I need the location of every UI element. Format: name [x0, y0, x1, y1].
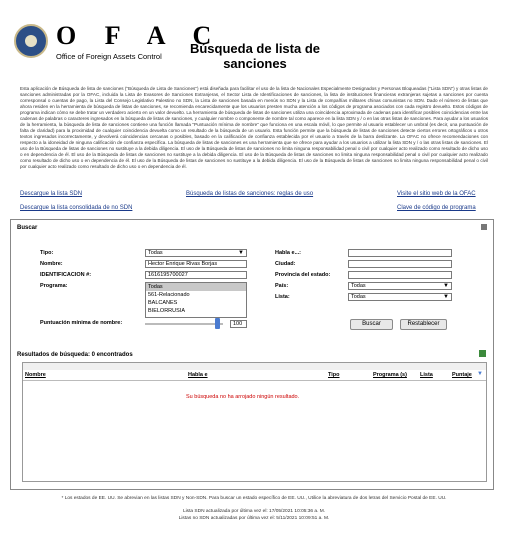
rules-link[interactable]: Búsqueda de listas de sanciones: reglas de uso: [186, 191, 314, 197]
print-icon[interactable]: [481, 224, 487, 230]
city-label: Ciudad:: [275, 261, 296, 267]
page-title: Búsqueda de lista de sanciones: [189, 41, 321, 71]
results-header-bar: [23, 363, 486, 370]
score-slider-track[interactable]: [145, 323, 223, 325]
type-select[interactable]: Todas ▼: [145, 249, 247, 257]
intro-paragraph: Esta aplicación de Búsqueda de lista de sanciones ("Búsqueda de Lista de Sanciones") está diseñada para facilitar el uso de la lista de Nacionales Especialmente Designados y Personas Bloqueadas ("Lista SDN") y otras listas de sanciones administradas por la OFAC, incluida la Lista de Evasores de Sanciones Extranjeras, el Sector Lista de Identificaciones de sanciones, la lista de instituciones financieras extranjeras sujetas a sanciones por cuenta corresponsal o cuentas de pago, la Lista del Consejo Legislativo Palestino no SDN, la Lista de sanciones basada en menús no SDN y la Lista de compañías militares chinas comunistas no SDN. Dado el número de listas que ahora residen en la herramienta de búsqueda de listas de sanciones, se recomienda encarecidamente que los usuarios presten mucha atención a los códigos de programa asociados con cada registro devuelto. Estos códigos de programa indican cómo se debe tratar un verdadero acierto en un valor devuelto. La herramienta de búsqueda de listas de sanciones utiliza una coincidencia aproximada de cadenas para identificar posibles coincidencias entre las cadenas de palabras o caracteres ingresados en la búsqueda de listas de sanciones, y cualquier nombre o componente de nombre tal como aparece en la lista SDN y / o en las otras listas de sanciones. Para ayudar a los usuarios de la herramienta, la búsqueda de lista de sanciones contiene una función llamada "Puntuación mínima de nombre" que funciona en una escala móvil, lo que permite al usuario establecer un umbral (es decir, una puntuación de falta de claridad) para la proximidad de cualquier coincidencia devuelta como un resultado de la búsqueda de un usuario. Esta función permite que la búsqueda de listas de sanciones detecte ciertos errores ortográficos u otros textos ingresados incorrectamente, y devolverá coincidencias cercanas o posibles, basado en la calificación de confianza establecida por el usuario a través de la barra deslizante. La OFAC no ofrece recomendaciones con respecto a la idoneidad de ninguna calificación de confianza específica. La búsqueda de listas de sanciones es una herramienta que se ofrece para ayudar a los usuarios a utilizar la lista SDN y / o las otras listas de sanciones. El uso de la Búsqueda de listas de sanciones no sustituye a la debida diligencia. El uso de la Búsqueda de listas de sanciones no limita ninguna responsabilidad penal o civil por cualquier acto realizado como resultado de dicho uso o en dependencia de él. El uso de la Búsqueda de listas de sanciones no sustituye a la debida diligencia. El uso de la Búsqueda de listas de sanciones no limita ninguna responsabilidad penal o civil por cualquier acto realizado como resultado de dicho uso o en dependencia de él. El uso de la Búsqueda de listas de sanciones no sustituye a la debida diligencia. El uso de la Búsqueda de listas de sanciones no limita ninguna responsabilidad penal o civil por cualquier acto realizado como resultado de dicho uso o en dependencia de él.: [20, 86, 488, 169]
program-option[interactable]: BIELORRUSIA: [148, 308, 185, 314]
no-results-message: Su búsqueda no ha arrojado ningún resultado.: [186, 394, 300, 400]
header-divider: [23, 380, 486, 381]
score-value[interactable]: 100: [230, 320, 247, 328]
col-address[interactable]: Habla e: [188, 372, 208, 378]
program-label: Programa:: [40, 283, 68, 289]
results-heading: Resultados de búsqueda: 0 encontrados: [17, 352, 133, 358]
score-slider-handle[interactable]: [215, 318, 220, 329]
name-label: Nombre:: [40, 261, 63, 267]
list-select[interactable]: Todas ▼: [348, 293, 452, 301]
search-button[interactable]: Buscar: [350, 319, 393, 330]
id-label: IDENTIFICACION #:: [40, 272, 92, 278]
col-programs[interactable]: Programa (s): [373, 372, 407, 378]
col-score[interactable]: Puntaje: [452, 372, 472, 378]
program-key-link[interactable]: Clave de código de programa: [397, 205, 476, 211]
footer-note: * Los estados de EE. UU. Se abrevian en las listas SDN y Non-SDN. Para buscar un estado específico de EE. UU., Utilice la abreviatura de dos letras del Servicio Postal de EE. UU.: [61, 496, 447, 501]
program-option[interactable]: 561-Relacionado: [148, 292, 190, 298]
download-sdn-link[interactable]: Descargue la lista SDN: [20, 191, 83, 197]
sdn-updated-text: Lista SDN actualizada por última vez el: 17/05/2021 10:05:36 a. M.: [182, 509, 326, 514]
country-select[interactable]: Todas ▼: [348, 282, 452, 290]
ofac-logo-text: O F A C: [56, 21, 223, 50]
ofac-logo-subtitle: Office of Foreign Assets Control: [56, 52, 162, 61]
ofac-website-link[interactable]: Visite el sitio web de la OFAC: [397, 191, 476, 197]
city-input[interactable]: [348, 260, 452, 268]
export-excel-icon[interactable]: [479, 350, 486, 357]
nonsdn-updated-text: Listas no SDN actualizadas por última vez el: 5/11/2021 10:09:51 a. M.: [178, 516, 330, 521]
program-option[interactable]: Todas: [146, 283, 246, 291]
id-input[interactable]: 1616195700027: [145, 271, 247, 279]
name-input[interactable]: Hector Enrique Rivas Borjas: [145, 260, 247, 268]
sort-desc-icon[interactable]: ▼: [477, 371, 483, 377]
state-label: Provincia del estado:: [275, 272, 331, 278]
country-label: País:: [275, 283, 289, 289]
reset-button[interactable]: Restablecer: [400, 319, 447, 330]
col-name[interactable]: Nombre: [25, 372, 46, 378]
address-input[interactable]: [348, 249, 452, 257]
search-heading: Buscar: [17, 225, 38, 231]
col-type[interactable]: Tipo: [328, 372, 340, 378]
program-option[interactable]: BALCANES: [148, 300, 178, 306]
type-label: Tipo:: [40, 250, 54, 256]
download-consolidated-link[interactable]: Descargue la lista consolidada de no SDN: [20, 205, 133, 211]
state-input[interactable]: [348, 271, 452, 279]
treasury-seal-logo: [14, 24, 48, 58]
address-label: Habla e...:: [275, 250, 301, 256]
program-listbox[interactable]: [145, 282, 247, 318]
col-list[interactable]: Lista: [420, 372, 433, 378]
list-label: Lista:: [275, 294, 290, 300]
score-label: Puntuación mínima de nombre:: [40, 320, 123, 326]
